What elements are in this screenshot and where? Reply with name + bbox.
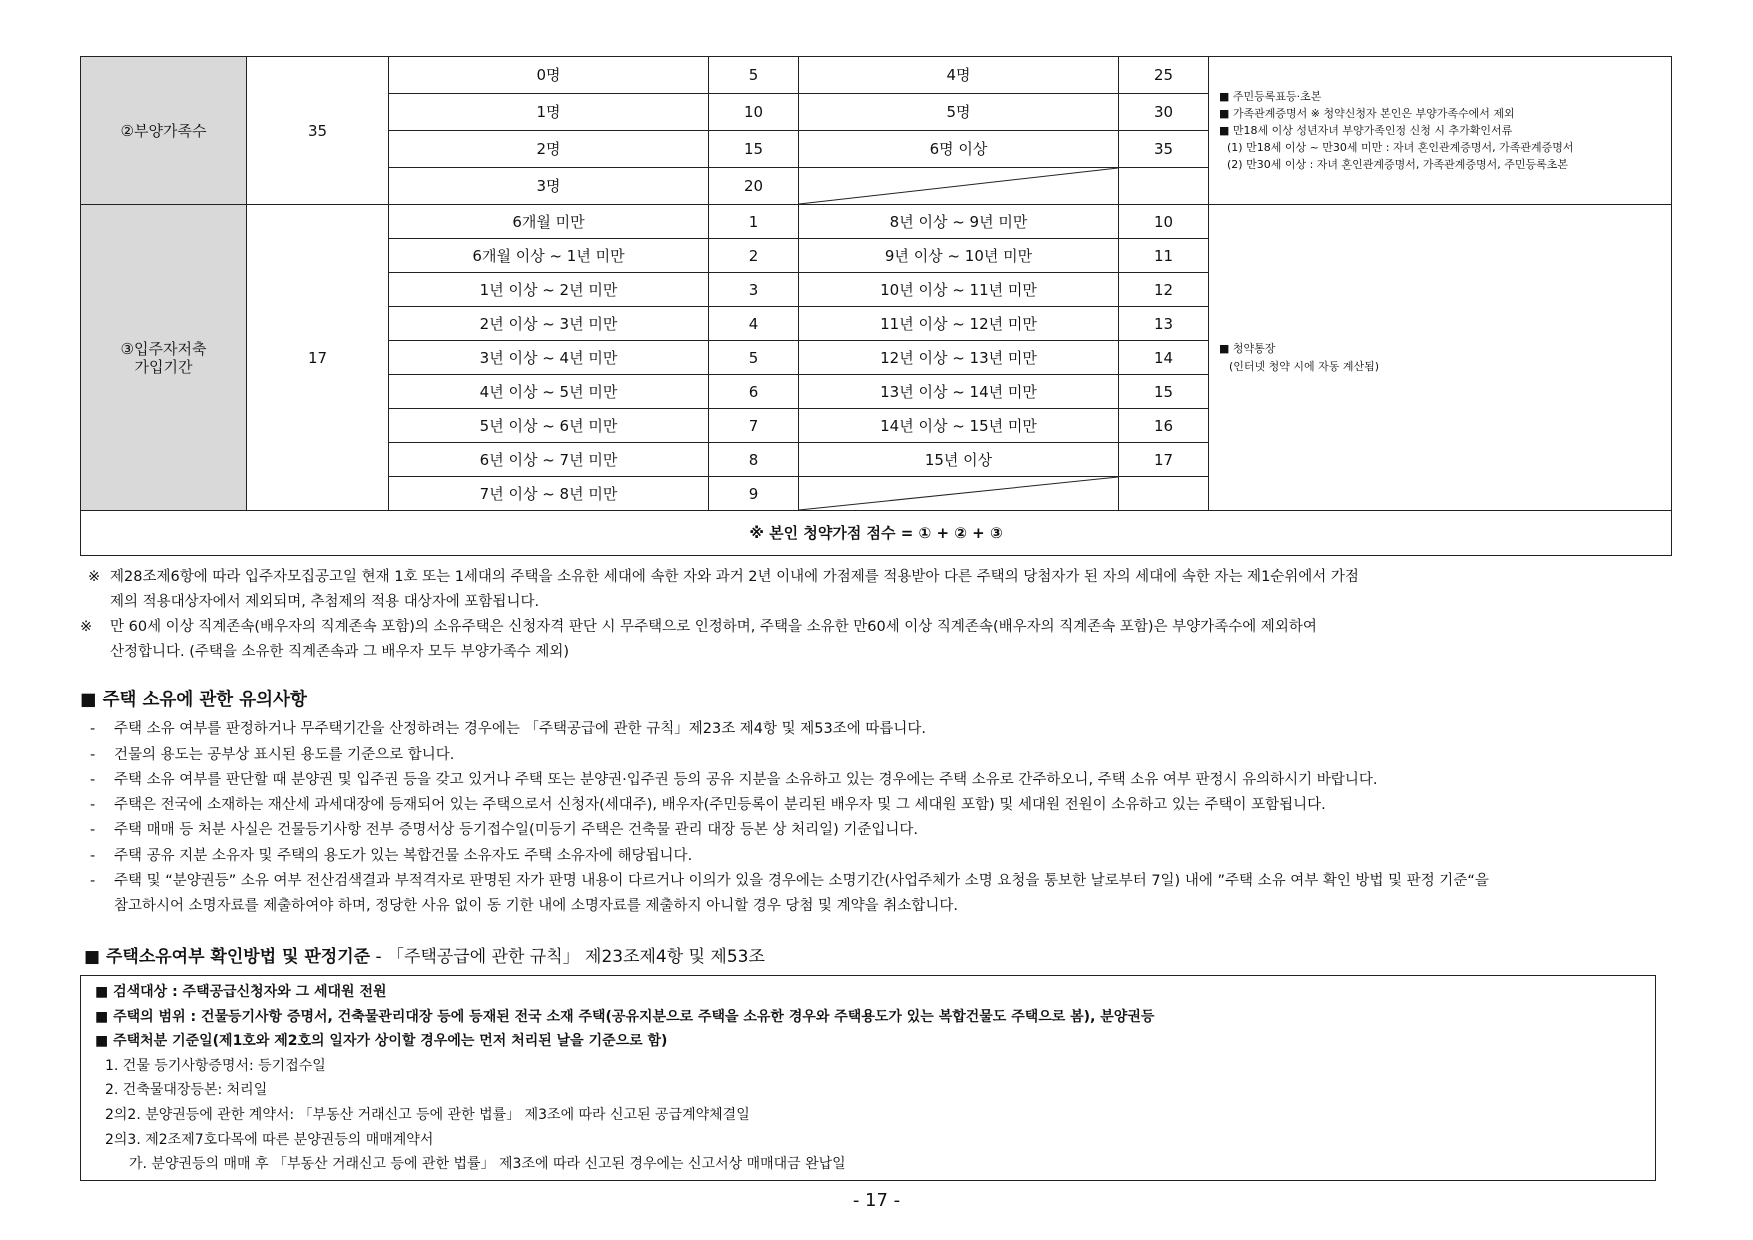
note-mark: ※ <box>88 569 101 585</box>
note-mark: ※ <box>80 619 93 635</box>
table-cell: 8 <box>709 443 799 477</box>
table-cell: 5년 이상 ~ 6년 미만 <box>389 409 709 443</box>
table-cell: 17 <box>1119 443 1209 477</box>
list-item: - 주택 및 “분양권등” 소유 여부 전산검색결과 부적격자로 판명된 자가 판명 내용이 다르거나 이의가 있을 경우에는 소명기간(사업주체가 소명 요청을 통보한 날로부터 7일) 내에 ”주택 소유 여부 확인 방법 및 판정 기준“을 참고하시어 소명자료를 제출하여야 하며, 정당한 사유 없이 동 기한 내에 소명자료를 제출하지 아니할 경우 당첨 및 계약을 취소합니다. <box>90 873 1489 915</box>
empty-cell <box>1119 477 1209 511</box>
ownership-section <box>80 688 1680 920</box>
table-cell: 35 <box>1119 131 1209 168</box>
table-cell: 1명 <box>389 94 709 131</box>
note-line: 만 60세 이상 직계존속(배우자의 직계존속 포함)의 소유주택은 신청자격 판단 시 무주택으로 인정하며, 주택을 소유한 만60세 이상 직계존속(배우자의 직계존속 포함)은 부양가족수에 제외하여 <box>110 619 1317 635</box>
score-table <box>80 56 1672 556</box>
table-cell: 1 <box>709 205 799 239</box>
criteria-title: ■ 주택소유여부 확인방법 및 판정기준 - 「주택공급에 관한 규칙」 제23조제4항 및 제53조 <box>84 947 765 967</box>
note-line: 제의 적용대상자에서 제외되며, 추첨제의 적용 대상자에 포함됩니다. <box>110 594 540 610</box>
table-cell: 3명 <box>389 168 709 205</box>
table-cell: 15 <box>1119 375 1209 409</box>
criteria-line: 2. 건축물대장등본: 처리일 <box>105 1082 268 1099</box>
list-item: - 주택 매매 등 처분 사실은 건물등기사항 전부 증명서상 등기접수일(미등기 주택은 건축물 관리 대장 등본 상 처리일) 기준입니다. <box>90 822 919 839</box>
note-line: 산정합니다. (주택을 소유한 직계존속과 그 배우자 모두 부양가족수 제외) <box>110 644 569 660</box>
doc-line: ■ 가족관계증명서 ※ 청약신청자 본인은 부양가족수에서 제외 <box>1219 106 1515 120</box>
table-cell: 2명 <box>389 131 709 168</box>
criteria-line: ■ 주택의 범위 : 건물등기사항 증명서, 건축물관리대장 등에 등재된 전국 소재 주택(공유지분으로 주택을 소유한 경우와 주택용도가 있는 복합건물도 주택으로 봄), 분양권등 <box>95 1008 1155 1025</box>
criteria-line: 2의2. 분양권등에 관한 계약서: 「부동산 거래신고 등에 관한 법률」 제3조에 따라 신고된 공급계약체결일 <box>105 1106 750 1123</box>
notes <box>80 565 1680 665</box>
table-cell: 7 <box>709 409 799 443</box>
table-cell: 16 <box>1119 409 1209 443</box>
table-cell: 15년 이상 <box>799 443 1119 477</box>
table-cell: 20 <box>709 168 799 205</box>
doc-line: ■ 청약통장 <box>1219 342 1276 356</box>
table-cell: 6명 이상 <box>799 131 1119 168</box>
table-cell: 6 <box>709 375 799 409</box>
table-cell: 0명 <box>389 57 709 94</box>
page-number: - 17 - <box>852 1190 901 1211</box>
table-cell: 9 <box>709 477 799 511</box>
category-line: 가입기간 <box>134 357 193 376</box>
max-score-dependents: 35 <box>247 57 389 205</box>
table-cell: 2 <box>709 239 799 273</box>
criteria-line: ■ 검색대상 : 주택공급신청자와 그 세대원 전원 <box>95 984 387 1000</box>
table-cell: 8년 이상 ~ 9년 미만 <box>799 205 1119 239</box>
table-cell: 4명 <box>799 57 1119 94</box>
table-cell: 4년 이상 ~ 5년 미만 <box>389 375 709 409</box>
criteria-line: 2의3. 제2조제7호다목에 따른 분양권등의 매매계약서 <box>105 1131 434 1148</box>
table-cell: 13년 이상 ~ 14년 미만 <box>799 375 1119 409</box>
table-cell: 5 <box>709 57 799 94</box>
category-line: ③입주자저축 <box>120 339 207 358</box>
table-cell: 9년 이상 ~ 10년 미만 <box>799 239 1119 273</box>
empty-diagonal-cell <box>799 477 1119 511</box>
docs-dependents <box>1209 57 1672 205</box>
max-score-savings: 17 <box>247 205 389 511</box>
note-line: 제28조제6항에 따라 입주자모집공고일 현재 1호 또는 1세대의 주택을 소유한 세대에 속한 자와 과거 2년 이내에 가점제를 적용받아 다른 주택의 당첨자가 된 자의 세대에 속한 자는 제1순위에서 가점 <box>110 569 1359 585</box>
table-cell: 15 <box>709 131 799 168</box>
category-dependents: ②부양가족수 <box>81 57 247 205</box>
list-item: - 주택은 전국에 소재하는 재산세 과세대장에 등재되어 있는 주택으로서 신청자(세대주), 배우자(주민등록이 분리된 배우자 및 그 세대원 포함) 및 세대원 전원이 소유하고 있는 주택이 포함됩니다. <box>90 797 1326 814</box>
category-savings <box>81 205 247 511</box>
table-cell: 1년 이상 ~ 2년 미만 <box>389 273 709 307</box>
table-cell: 14년 이상 ~ 15년 미만 <box>799 409 1119 443</box>
table-cell: 12 <box>1119 273 1209 307</box>
table-cell: 4 <box>709 307 799 341</box>
table-cell: 10 <box>1119 205 1209 239</box>
total-score-formula: ※ 본인 청약가점 점수 = ① + ② + ③ <box>81 511 1672 556</box>
doc-line: ■ 만18세 이상 성년자녀 부양가족인정 신청 시 추가확인서류 <box>1219 123 1513 137</box>
criteria-box <box>80 975 1656 1181</box>
table-cell: 6개월 미만 <box>389 205 709 239</box>
list-item: - 건물의 용도는 공부상 표시된 용도를 기준으로 합니다. <box>90 746 455 763</box>
list-item: - 주택 공유 지분 소유자 및 주택의 용도가 있는 복합건물 소유자도 주택 소유자에 해당됩니다. <box>90 847 693 864</box>
doc-line: ■ 주민등록표등·초본 <box>1219 89 1322 103</box>
table-cell: 6년 이상 ~ 7년 미만 <box>389 443 709 477</box>
table-cell: 14 <box>1119 341 1209 375</box>
doc-line: (인터넷 청약 시에 자동 계산됨) <box>1229 359 1380 373</box>
criteria-line: 가. 분양권등의 매매 후 「부동산 거래신고 등에 관한 법률」 제3조에 따라 신고된 경우에는 신고서상 매매대금 완납일 <box>129 1156 846 1173</box>
docs-savings <box>1209 205 1672 511</box>
table-cell: 10년 이상 ~ 11년 미만 <box>799 273 1119 307</box>
list-item: - 주택 소유 여부를 판정하거나 무주택기간을 산정하려는 경우에는 「주택공급에 관한 규칙」제23조 제4항 및 제53조에 따릅니다. <box>90 721 926 738</box>
doc-line: (2) 만30세 이상 : 자녀 혼인관계증명서, 가족관계증명서, 주민등록초본 <box>1227 158 1569 172</box>
table-cell: 5명 <box>799 94 1119 131</box>
list-item: - 주택 소유 여부를 판단할 때 분양권 및 입주권 등을 갖고 있거나 주택 또는 분양권·입주권 등의 공유 지분을 소유하고 있는 경우에는 주택 소유로 간주하오니, 주택 소유 여부 판정시 유의하시기 바랍니다. <box>90 771 1378 788</box>
criteria-line: 1. 건물 등기사항증명서: 등기접수일 <box>105 1057 326 1074</box>
table-cell: 7년 이상 ~ 8년 미만 <box>389 477 709 511</box>
table-cell: 10 <box>709 94 799 131</box>
empty-cell <box>1119 168 1209 205</box>
table-cell: 3년 이상 ~ 4년 미만 <box>389 341 709 375</box>
table-cell: 12년 이상 ~ 13년 미만 <box>799 341 1119 375</box>
table-cell: 3 <box>709 273 799 307</box>
doc-line: (1) 만18세 이상 ~ 만30세 미만 : 자녀 혼인관계증명서, 가족관계증명서 <box>1227 141 1574 155</box>
note-item <box>80 565 1680 615</box>
table-cell: 11 <box>1119 239 1209 273</box>
table-cell: 30 <box>1119 94 1209 131</box>
table-cell: 5 <box>709 341 799 375</box>
table-cell: 11년 이상 ~ 12년 미만 <box>799 307 1119 341</box>
table-cell: 2년 이상 ~ 3년 미만 <box>389 307 709 341</box>
table-cell: 13 <box>1119 307 1209 341</box>
note-item <box>80 615 1680 665</box>
section-title: ■ 주택 소유에 관한 유의사항 <box>80 690 307 710</box>
criteria-line: ■ 주택처분 기준일(제1호와 제2호의 일자가 상이할 경우에는 먼저 처리된 날을 기준으로 함) <box>95 1033 668 1050</box>
table-cell: 25 <box>1119 57 1209 94</box>
table-cell: 6개월 이상 ~ 1년 미만 <box>389 239 709 273</box>
empty-diagonal-cell <box>799 168 1119 205</box>
